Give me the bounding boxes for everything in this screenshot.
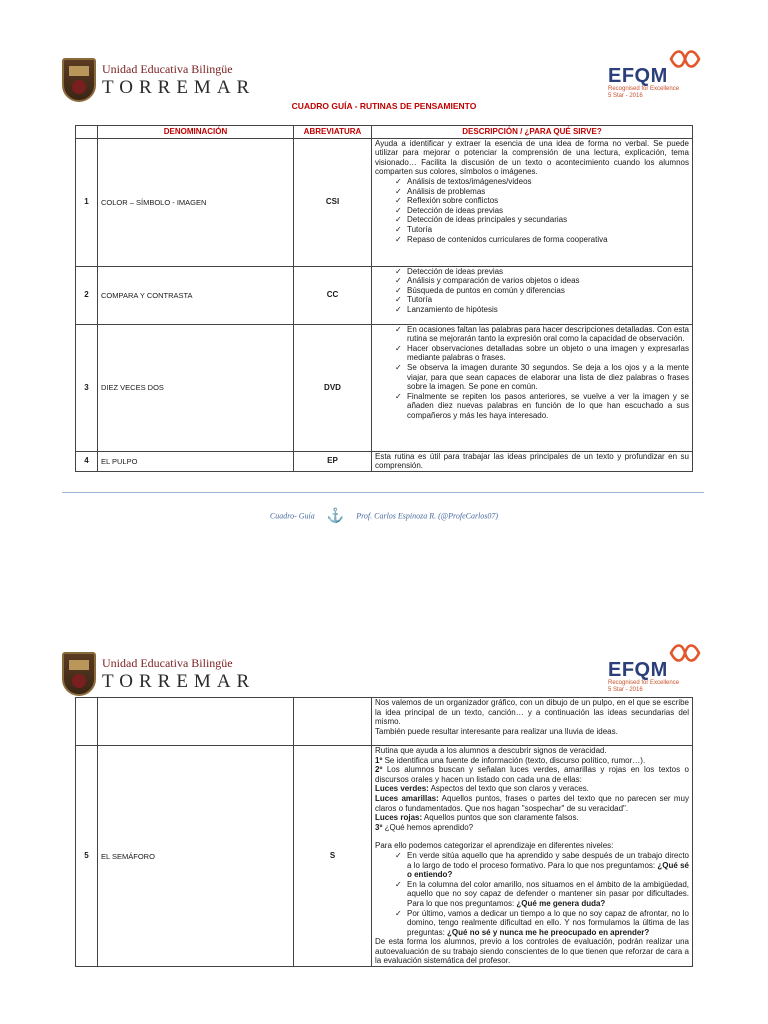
list-item: ✓ Detección de ideas principales y secundarias	[395, 215, 689, 225]
efqm-knot-icon	[668, 48, 702, 70]
list-item: ✓ Tutoría	[395, 225, 689, 235]
row-number: 2	[76, 266, 98, 324]
efqm-logo	[608, 660, 706, 694]
school-crest-icon	[62, 652, 96, 696]
row-denominacion: EL PULPO	[98, 451, 294, 471]
row-descripcion	[372, 698, 693, 746]
row-number: 4	[76, 451, 98, 471]
table-row	[76, 324, 693, 451]
paragraph: También puede resultar interesante para realizar una lluvia de ideas.	[375, 726, 618, 736]
list-item: ✓ Por último, vamos a dedicar un tiempo a lo que no soy capaz de afrontar, no lo domino, tengo realmente dificultad en ello. Y nos formulamos la última de las preguntas: ¿Qué no sé y nunca me he preocupado en aprender?	[395, 909, 689, 938]
school-name-line1: Unidad Educativa Bilingüe	[102, 62, 233, 76]
list-item: ✓ Reflexión sobre conflictos	[395, 196, 689, 206]
row-number: 1	[76, 138, 98, 266]
school-name-line1: Unidad Educativa Bilingüe	[102, 656, 233, 670]
footer-left-text: Cuadro- Guía	[269, 511, 315, 521]
header-denominacion: DENOMINACIÓN	[98, 126, 294, 139]
header-abreviatura: ABREVIATURA	[294, 126, 372, 139]
row-descripcion	[372, 324, 693, 451]
page-footer	[0, 508, 768, 525]
list-item: ✓ Detección de ideas previas	[395, 267, 689, 277]
routines-table-continued	[75, 697, 693, 967]
table-header-row	[76, 126, 693, 139]
row-number: 3	[76, 324, 98, 451]
table-row	[76, 746, 693, 967]
list-item: ✓ Hacer observaciones detalladas sobre un objeto o una imagen y expresarlas mediante palabras o frases.	[395, 344, 689, 363]
header-descripcion: DESCRIPCIÓN / ¿PARA QUÉ SIRVE?	[372, 126, 693, 139]
list-item: ✓ Análisis y comparación de varios objetos o ideas	[395, 276, 689, 286]
table-row	[76, 138, 693, 266]
anchor-icon: ⚓	[326, 509, 345, 524]
efqm-logo	[608, 66, 706, 100]
paragraph: Nos valemos de un organizador gráfico, con un dibujo de un pulpo, en el que se escribe la idea principal de un texto, canción… y a continuación las ideas secundarias del mismo.	[375, 698, 689, 727]
row-abreviatura: S	[294, 746, 372, 967]
paragraph: De esta forma los alumnos, previo a los controles de evaluación, podrán realizar una autoevaluación de su trabajo siendo conscientes de lo que tienen que reforzar de cara a la evaluación sistemática del profesor.	[375, 937, 689, 966]
school-crest-icon	[62, 58, 96, 102]
efqm-wordmark: EFQM	[608, 65, 668, 87]
row-denominacion: DIEZ VECES DOS	[98, 324, 294, 451]
list-item: ✓ Se observa la imagen durante 30 segundos. Se deja a los ojos y a la mente viajar, para que sean capaces de elaborar una lista de diez palabras o frases sobre la imagen. Se pone en común.	[395, 363, 689, 392]
row-denominacion: COLOR – SÍMBOLO - IMAGEN	[98, 138, 294, 266]
page-title: CUADRO GUÍA - RUTINAS DE PENSAMIENTO	[291, 101, 477, 111]
school-name-line2: TORREMAR	[102, 77, 256, 98]
checklist	[375, 177, 689, 244]
efqm-recognition: Recognised for Excellence	[608, 680, 680, 686]
row-descripcion: Esta rutina es útil para trabajar las ideas principales de un texto y profundizar en su comprensión.	[372, 451, 693, 471]
paragraph: 2º Los alumnos buscan y señalan luces verdes, amarillas y rojas en los textos o discursos orales y hacen un listado con cada una de ellas:	[375, 765, 689, 784]
school-name-line2: TORREMAR	[102, 671, 256, 692]
efqm-stars: 5 Star - 2016	[608, 92, 643, 99]
row-abreviatura: DVD	[294, 324, 372, 451]
routines-table	[75, 125, 693, 472]
paragraph: Rutina que ayuda a los alumnos a descubrir signos de veracidad.	[375, 746, 607, 755]
list-item: ✓ Análisis de problemas	[395, 187, 689, 197]
row-abreviatura: CC	[294, 266, 372, 324]
paragraph: Luces amarillas: Aquellos puntos, frases o partes del texto que no parecen ser muy claros o fundamentados. Que nos hagan "sospechar" de su veracidad".	[375, 793, 689, 813]
efqm-recognition: Recognised for Excellence	[608, 86, 680, 92]
list-item: ✓ En ocasiones faltan las palabras para hacer descripciones detalladas. Con esta rutina se mejorarán tanto la expresión oral como la capacidad de observación.	[395, 325, 689, 344]
footer-right-text: Prof. Carlos Espinoza R. (@ProfeCarlos07)	[356, 511, 499, 521]
list-item: ✓ En verde sitúa aquello que ha aprendido y sabe después de un trabajo directo a lo largo de todo el proceso formativo. Para lo que nos preguntamos: ¿Qué sé o entiendo?	[395, 851, 689, 880]
table-row	[76, 266, 693, 324]
school-logo	[62, 58, 255, 102]
checklist	[375, 325, 689, 421]
header-num	[76, 126, 98, 139]
page-2	[0, 620, 768, 1024]
row-number: 5	[76, 746, 98, 967]
footer-divider	[62, 492, 704, 493]
efqm-wordmark: EFQM	[608, 659, 668, 681]
efqm-stars: 5 Star - 2016	[608, 686, 643, 693]
paragraph: 1º Se identifica una fuente de información (texto, discurso político, rumor…).	[375, 755, 646, 765]
paragraph: Luces rojas: Aquellos puntos que son claramente falsos.	[375, 813, 579, 823]
row-denominacion: EL SEMÁFORO	[98, 746, 294, 967]
efqm-knot-icon	[668, 642, 702, 664]
row-denominacion: COMPARA Y CONTRASTA	[98, 266, 294, 324]
checklist	[375, 851, 689, 937]
checklist	[375, 267, 689, 315]
list-item: ✓ Repaso de contenidos curriculares de forma cooperativa	[395, 235, 689, 245]
list-item: ✓ Detección de ideas previas	[395, 206, 689, 216]
row-abreviatura: CSI	[294, 138, 372, 266]
list-item: ✓ Lanzamiento de hipótesis	[395, 305, 689, 315]
paragraph: Para ello podemos categorizar el aprendizaje en diferentes niveles:	[375, 841, 614, 851]
row-descripcion	[372, 138, 693, 266]
list-item: ✓ En la columna del color amarillo, nos situamos en el ámbito de la ambigüedad, aquello que no soy capaz de defender o mantener sin pasar por dificultades. Para lo que nos preguntamos: ¿Qué me genera duda?	[395, 880, 689, 909]
row-descripcion	[372, 746, 693, 967]
school-logo	[62, 652, 255, 696]
row-intro-text: Ayuda a identificar y extraer la esencia de una idea de forma no verbal. Se puede utilizar para mejorar o potenciar la comprensión de una lectura, explicación, tema visionado… Facilita la discusión de un texto o acontecimiento cuando los alumnos comparten sus colores, símbolos o imágenes.	[375, 138, 689, 177]
list-item: ✓ Análisis de textos/imágenes/videos	[395, 177, 689, 187]
table-row	[76, 451, 693, 471]
list-item: ✓ Tutoría	[395, 295, 689, 305]
paragraph: Luces verdes: Aspectos del texto que son claros y veraces.	[375, 784, 589, 794]
list-item: ✓ Búsqueda de puntos en común y diferencias	[395, 286, 689, 296]
table-row	[76, 698, 693, 746]
row-descripcion	[372, 266, 693, 324]
row-abreviatura: EP	[294, 451, 372, 471]
list-item: ✓ Finalmente se repiten los pasos anteriores, se vuelve a ver la imagen y se añaden diez nuevas palabras en función de lo que han escuchado a sus compañeros y más les haya interesado.	[395, 392, 689, 421]
paragraph: 3º ¿Qué hemos aprendido?	[375, 822, 474, 832]
